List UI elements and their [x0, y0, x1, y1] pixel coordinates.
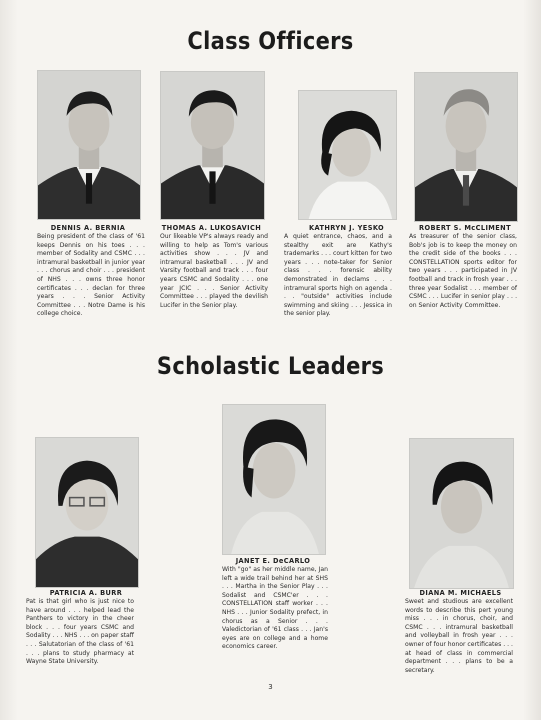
- portrait-photo-burr: [35, 437, 139, 588]
- portrait-photo-michaels: [409, 438, 514, 589]
- portrait-photo-mccliment: [414, 72, 518, 222]
- officer-bio: As treasurer of the senior class, Bob's job is to keep the money on the credit side of the books . . . CONSTELLATION sports editor for two years . . . participated in JV football and track in frosh year . . . three year Sodalist . . . member of CSMC . . . Lucifer in senior play . . . on Senior Activity Committee.: [409, 233, 517, 309]
- leader-name: JANET E. DeCARLO: [235, 557, 311, 565]
- class-officers-title: Class Officers: [187, 27, 354, 55]
- page-number: 3: [268, 683, 273, 691]
- officer-name: DENNIS A. BERNIA: [50, 224, 126, 232]
- scholastic-leaders-title: Scholastic Leaders: [156, 352, 385, 380]
- officer-bio: Our likeable VP's always ready and willing to help as Tom's various activities show . . . JV and intramural basketball . . . JV and Varsity football and track . . . four years CSMC and Sodality . . . one year JCIC . . . Senior Activity Committee . . . played the devilish Lucifer in the Senior play.: [160, 233, 268, 309]
- leader-bio: With "go" as her middle name, Jan left a wide trail behind her at SHS . . . Martha in the Senior Play . . . Sodalist and CSMC'er . . . CONSTELLATION staff worker . . . NHS . . . Junior Sodality prefect, in chorus as a Senior . . . Valedictorian of '61 class . . . Jan's eyes are on college and a home economics career.: [222, 566, 328, 651]
- officer-name: KATHRYN J. YESKO: [308, 224, 385, 232]
- portrait-photo-yesko: [298, 90, 397, 220]
- leader-name: DIANA M. MICHAELS: [419, 589, 502, 597]
- officer-bio: A quiet entrance, chaos, and a stealthy exit are Kathy's trademarks . . . court kitten for two years . . . note-taker for Senior class . . . forensic ability demonstrated in declams . . . intramural sports high on agenda . . . "outside" activities include swimming and skiing . . . Jessica in the senior play.: [284, 233, 392, 318]
- officer-bio: Being president of the class of '61 keeps Dennis on his toes . . . member of Sodality and CSMC . . . intramural basketball in junior year . . . chorus and choir . . . president of NHS . . . owns three honor certificates . . . declan for three years . . . Senior Activity Committee . . . Notre Dame is his college choice.: [37, 233, 145, 318]
- officer-name: ROBERT S. McCLIMENT: [419, 224, 511, 232]
- leader-name: PATRICIA A. BURR: [49, 589, 123, 597]
- portrait-photo-decarlo: [222, 404, 326, 555]
- portrait-photo-bernia: [37, 70, 141, 220]
- officer-name: THOMAS A. LUKOSAVICH: [161, 224, 262, 232]
- portrait-photo-lukosavich: [160, 71, 265, 220]
- leader-bio: Sweet and studious are excellent words to describe this pert young miss . . . in chorus, choir, and CSMC . . . intramural basketball and volleyball in frosh year . . . owner of four honor certificates . . . at head of class in commercial department . . . plans to be a secretary.: [405, 598, 513, 674]
- leader-bio: Pat is that girl who is just nice to have around . . . helped lead the Panthers to victory in the cheer block . . . four years CSMC and Sodality . . . NHS . . . on paper staff . . . Salutatorian of the class of '61 . . . plans to study pharmacy at Wayne State University.: [26, 598, 134, 666]
